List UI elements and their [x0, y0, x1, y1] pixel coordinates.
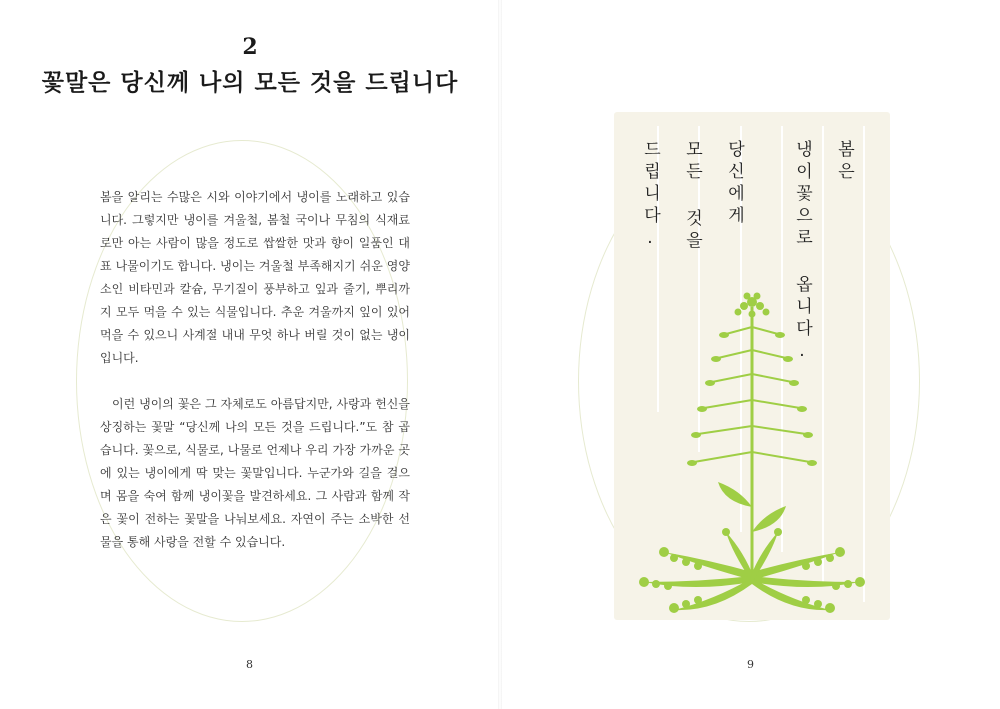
- poem-column: 드립니다.: [640, 140, 660, 253]
- chapter-title: 꽃말은 당신께 나의 모든 것을 드립니다: [41, 69, 459, 96]
- paragraph: 봄을 알리는 수많은 시와 이야기에서 냉이를 노래하고 있습니다. 그렇지만 냉이를 겨울철, 봄철 국이나 무침의 식재료로만 아는 사람이 많을 정도로 쌉쌀한 맛과 향이 일품인 대표 나물이기도 합니다. 냉이는 겨울철 부족해지기 쉬운 영양소인 비타민과 칼슘, 무기질이 풍부하고 잎과 줄기, 뿌리까지 모두 먹을 수 있는 식물입니다. 추운 겨울까지 잎이 있어 먹을 수 있으니 사계절 내내 무엇 하나 버릴 것이 없는 냉이입니다.: [100, 190, 410, 365]
- right-page: [500, 0, 1000, 709]
- page-number: 9: [747, 658, 754, 671]
- paragraph: 이런 냉이의 꽃은 그 자체로도 아름답지만, 사랑과 헌신을 상징하는 꽃말 “당신께 나의 모든 것을 드립니다.”도 참 곱습니다. 꽃으로, 식물로, 나물로 언제나 우리 가장 가까운 곳에 있는 냉이에게 딱 맞는 꽃말입니다. 누군가와 길을 걸으며 몸을 숙여 함께 냉이꽃을 발견하세요. 그 사람과 함께 작은 꽃이 전하는 꽃말을 나눠보세요. 자연이 주는 소박한 선물을 통해 사랑을 전할 수 있습니다.: [100, 397, 410, 549]
- page-number: 8: [246, 658, 253, 671]
- shepherds-purse-plant-icon: [639, 293, 865, 614]
- poem-column: 모든 것을: [682, 140, 702, 253]
- poem-column: 냉이꽃으로 옵니다.: [792, 140, 812, 366]
- poem-column: 당신에게: [724, 140, 744, 228]
- body-text: [100, 186, 410, 554]
- poem-column: 봄은: [834, 140, 854, 184]
- chapter-number: 2: [242, 34, 258, 60]
- poem-card: [614, 112, 890, 620]
